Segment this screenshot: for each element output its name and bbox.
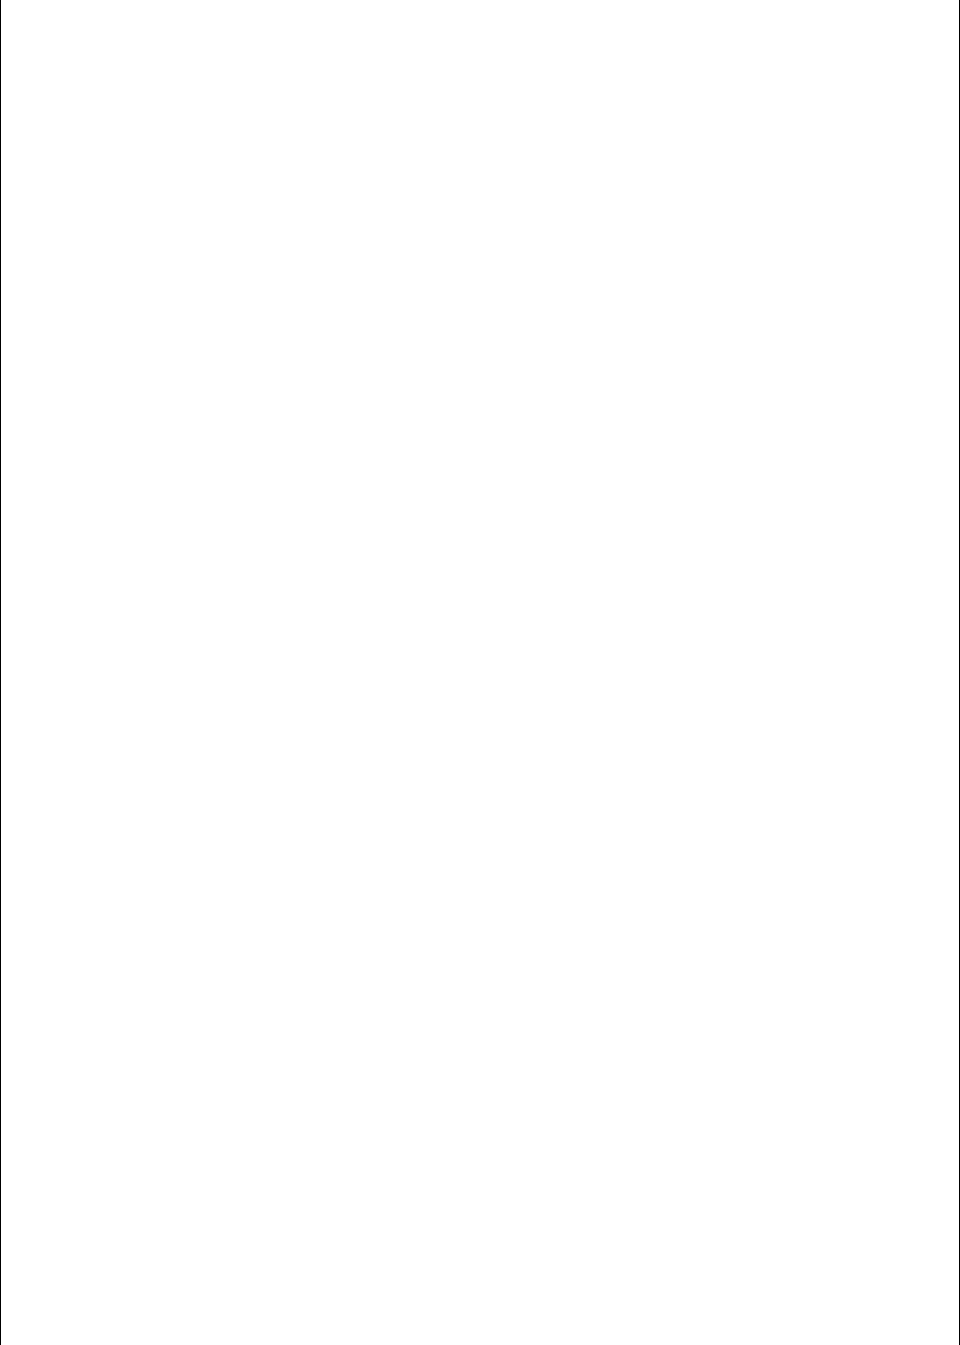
table-border-left	[0, 0, 1, 1345]
